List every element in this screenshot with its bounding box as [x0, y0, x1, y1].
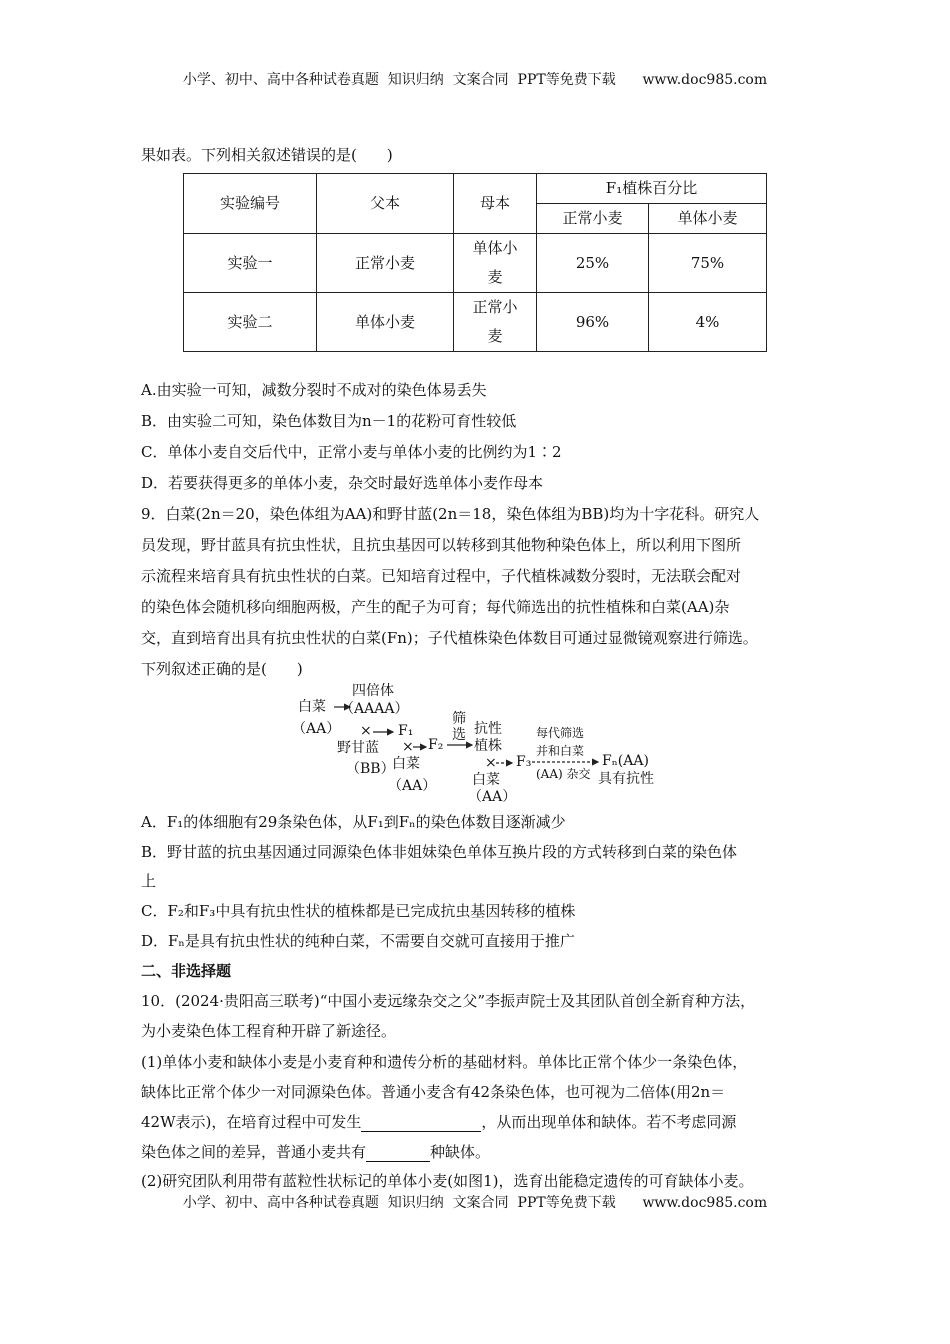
label-fn: Fₙ(AA) — [602, 753, 649, 769]
text: ，从而出现单体和缺体。若不考虑同源 — [481, 1113, 737, 1131]
label-f1: F₁ — [398, 723, 414, 739]
cell: 正常小麦 — [317, 234, 454, 293]
page-footer: 小学、初中、高中各种试卷真题 知识归纳 文案合同 PPT等免费下载 www.doc985.com — [182, 1195, 768, 1211]
table-row — [184, 234, 767, 293]
label-aa: （AA） — [468, 789, 517, 805]
q9-line: 9．白菜(2n＝20，染色体组为AA)和野甘蓝(2n＝18，染色体组为BB)均为十字花科。研究人 — [141, 505, 760, 523]
answer-blank[interactable] — [366, 1145, 430, 1162]
label-resist: 植株 — [474, 738, 502, 754]
label-f2: F₂ — [428, 737, 444, 753]
cell — [454, 234, 537, 293]
option-b: B．野甘蓝的抗虫基因通过同源染色体非姐妹染色单体互换片段的方式转移到白菜的染色体 — [141, 843, 738, 861]
cross-icon: × — [360, 723, 372, 739]
table-row — [184, 293, 767, 352]
cell-line: 麦 — [487, 327, 503, 345]
cell-line: 正常小 — [472, 298, 518, 316]
cross-icon: × — [485, 755, 497, 771]
cell: 实验二 — [184, 293, 317, 352]
page-header: 小学、初中、高中各种试卷真题 知识归纳 文案合同 PPT等免费下载 www.doc985.com — [182, 72, 768, 88]
text: 染色体之间的差异，普通小麦共有 — [141, 1143, 367, 1161]
label-fn: 具有抗性 — [598, 771, 654, 787]
cell: 单体小麦 — [317, 293, 454, 352]
option-d: D．Fₙ是具有抗虫性状的纯种白菜，不需要自交就可直接用于推广 — [141, 932, 575, 950]
q10-line: 缺体比正常个体少一对同源染色体。普通小麦含有42条染色体，也可视为二倍体(用2n＝ — [141, 1083, 726, 1101]
label-resist: 抗性 — [474, 721, 502, 737]
text: 种缺体。 — [430, 1143, 491, 1161]
label-ygl: 野甘蓝 — [337, 740, 379, 756]
option-b-cont: 上 — [141, 872, 157, 890]
q9-line: 交，直到培育出具有抗虫性状的白菜(Fn)；子代植株染色体数目可通过显微镜观察进行筛选。 — [141, 629, 758, 647]
label-screen: 选 — [452, 727, 466, 743]
cell: 25% — [537, 234, 649, 293]
th-normal: 正常小麦 — [537, 204, 649, 234]
cell: 实验一 — [184, 234, 317, 293]
q10-line: 为小麦染色体工程育种开辟了新途径。 — [141, 1022, 397, 1040]
cell — [454, 293, 537, 352]
label-aa: （AA） — [292, 721, 341, 737]
label-aaaa: （AAAA） — [340, 701, 409, 717]
cell-line: 单体小 — [472, 239, 518, 257]
cell: 75% — [649, 234, 767, 293]
label-f3: F₃ — [516, 754, 532, 770]
text: 42W表示)，在培育过程中可发生 — [141, 1113, 362, 1131]
option-a: A.由实验一可知，减数分裂时不成对的染色体易丢失 — [141, 381, 487, 399]
q10-line: (2)研究团队利用带有蓝粒性状标记的单体小麦(如图1)，选育出能稳定遗传的可育缺体小麦。 — [141, 1172, 754, 1190]
section-heading: 二、非选择题 — [141, 962, 232, 980]
option-c: C．F₂和F₃中具有抗虫性状的植株都是已完成抗虫基因转移的植株 — [141, 902, 576, 920]
option-b: B．由实验二可知，染色体数目为n－1的花粉可育性较低 — [141, 412, 517, 430]
label-tetraploid: 四倍体 — [352, 683, 394, 699]
option-c: C．单体小麦自交后代中，正常小麦与单体小麦的比例约为1∶2 — [141, 443, 562, 461]
q10-line — [141, 1112, 736, 1132]
answer-blank[interactable] — [361, 1115, 481, 1132]
label-aa: （AA） — [388, 778, 437, 794]
cell-line: 麦 — [487, 268, 503, 286]
th-mother: 母本 — [454, 174, 537, 234]
cell: 4% — [649, 293, 767, 352]
label-every: 每代筛选 — [536, 726, 585, 740]
cell: 96% — [537, 293, 649, 352]
label-baicai: 白菜 — [298, 699, 326, 715]
label-baicai: 白菜 — [392, 756, 420, 772]
th-id: 实验编号 — [184, 174, 317, 234]
label-screen: 筛 — [452, 711, 466, 727]
q10-line: (1)单体小麦和缺体小麦是小麦育种和遗传分析的基础材料。单体比正常个体少一条染色体， — [141, 1053, 748, 1071]
q10-line — [141, 1142, 490, 1162]
label-every: 并和白菜 — [536, 744, 585, 758]
th-mono: 单体小麦 — [649, 204, 767, 234]
q9-line: 员发现，野甘蓝具有抗虫性状，且抗虫基因可以转移到其他物种染色体上，所以利用下图所 — [141, 536, 742, 554]
question-intro: 果如表。下列相关叙述错误的是( ) — [141, 146, 393, 164]
cross-icon: × — [402, 739, 414, 755]
th-f1: F₁植株百分比 — [537, 174, 767, 204]
th-father: 父本 — [317, 174, 454, 234]
q9-line: 下列叙述正确的是( ) — [141, 660, 303, 678]
q9-line: 示流程来培育具有抗虫性状的白菜。已知培育过程中，子代植株减数分裂时，无法联会配对 — [141, 567, 742, 585]
option-d: D．若要获得更多的单体小麦，杂交时最好选单体小麦作母本 — [141, 474, 544, 492]
breeding-flow-diagram — [280, 682, 670, 807]
label-baicai: 白菜 — [472, 772, 500, 788]
experiment-table — [183, 173, 767, 352]
q9-line: 的染色体会随机移向细胞两极，产生的配子为可育；每代筛选出的抗性植株和白菜(AA)杂 — [141, 598, 730, 616]
option-a: A．F₁的体细胞有29条染色体，从F₁到Fₙ的染色体数目逐渐减少 — [141, 813, 566, 831]
label-bb: （BB） — [346, 761, 395, 777]
label-every: (AA) 杂交 — [536, 767, 591, 781]
q10-line: 10．(2024·贵阳高三联考)“中国小麦远缘杂交之父”李振声院士及其团队首创全新育种方法， — [141, 992, 756, 1010]
